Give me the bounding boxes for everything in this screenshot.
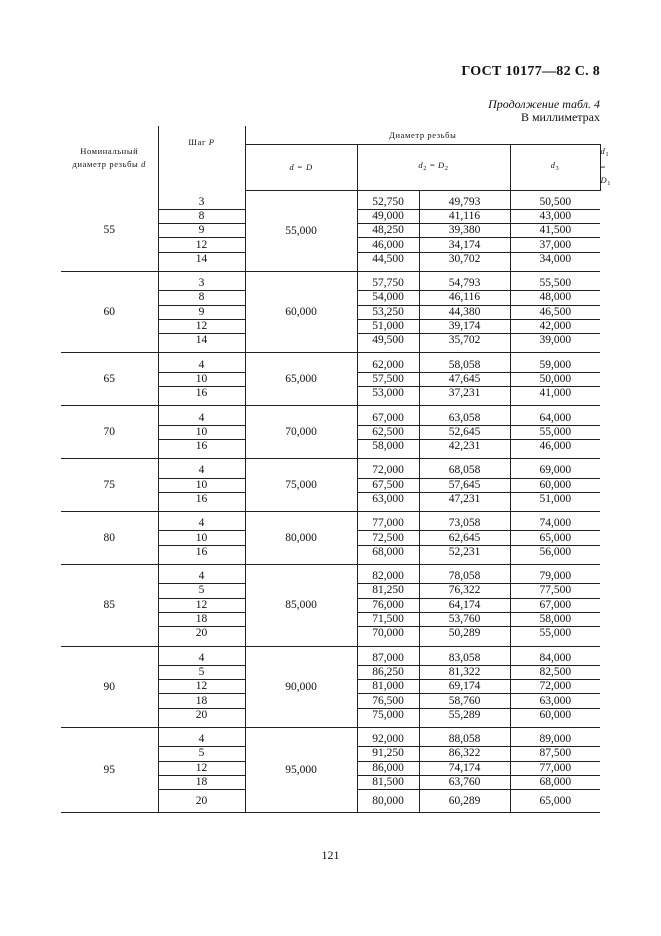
pitch-cell: 4: [158, 517, 245, 531]
pitch-cell: 4: [158, 411, 245, 425]
d1-cell: 74,000: [510, 517, 600, 531]
d1-cell: 79,000: [510, 570, 600, 584]
pitch-cell: 8: [158, 209, 245, 223]
pitch-cell: 20: [158, 627, 245, 641]
d3-cell: 47,645: [419, 372, 510, 386]
pitch-cell: 16: [158, 545, 245, 559]
d1-cell: 67,000: [510, 598, 600, 612]
d3-cell: 69,174: [419, 680, 510, 694]
nominal-diameter-cell: 70: [61, 406, 158, 459]
pitch-cell: 10: [158, 372, 245, 386]
pitch-cell: 4: [158, 733, 245, 747]
pitch-cell: 18: [158, 775, 245, 789]
d3-cell: 62,645: [419, 531, 510, 545]
header-col-d3-subscript: 3: [555, 165, 560, 173]
header-nominal-symbol: d: [141, 159, 146, 169]
pitch-cell: 12: [158, 680, 245, 694]
header-col-d2-symbol: d: [418, 160, 424, 171]
d1-cell: 60,000: [510, 708, 600, 722]
d2-cell: 86,250: [357, 665, 419, 679]
d3-cell: 52,645: [419, 425, 510, 439]
d3-cell: 81,322: [419, 665, 510, 679]
d3-cell: 54,793: [419, 277, 510, 291]
d2-cell: 67,500: [357, 478, 419, 492]
pitch-cell: 4: [158, 570, 245, 584]
pitch-cell: 16: [158, 492, 245, 506]
d2-cell: 51,000: [357, 319, 419, 333]
header-pitch: [158, 126, 245, 190]
d2-cell: 57,500: [357, 372, 419, 386]
d1-cell: 46,500: [510, 305, 600, 319]
pitch-cell: 5: [158, 747, 245, 761]
header-thread-diameter: Диаметр резьбы: [245, 126, 600, 145]
d-equals-D-cell: 80,000: [245, 512, 357, 565]
d3-cell: 37,231: [419, 387, 510, 401]
d3-cell: 34,174: [419, 238, 510, 252]
d2-cell: 53,000: [357, 387, 419, 401]
d3-cell: 63,760: [419, 775, 510, 789]
d-equals-D-cell: 85,000: [245, 565, 357, 646]
header-nominal-line2: диаметр резьбы: [72, 159, 139, 169]
d1-cell: 55,000: [510, 425, 600, 439]
d3-cell: 68,058: [419, 464, 510, 478]
d1-cell: 41,500: [510, 224, 600, 238]
d2-cell: 54,000: [357, 291, 419, 305]
d1-cell: 65,000: [510, 790, 600, 813]
d3-cell: 39,174: [419, 319, 510, 333]
d3-cell: 47,231: [419, 492, 510, 506]
header-col-d2-subscript: 2: [423, 165, 428, 173]
d2-cell: 46,000: [357, 238, 419, 252]
d-equals-D-cell: 90,000: [245, 646, 357, 727]
d1-cell: 48,000: [510, 291, 600, 305]
d-equals-D-cell: 75,000: [245, 459, 357, 512]
d3-cell: 63,058: [419, 411, 510, 425]
pitch-cell: 5: [158, 665, 245, 679]
document-title: ГОСТ 10177—82 С. 8: [461, 64, 600, 79]
d3-cell: 76,322: [419, 584, 510, 598]
d1-cell: 60,000: [510, 478, 600, 492]
d1-cell: 50,500: [510, 196, 600, 210]
pitch-cell: 20: [158, 790, 245, 813]
nominal-diameter-cell: 95: [61, 728, 158, 813]
pitch-cell: 12: [158, 238, 245, 252]
header-col-d2: [357, 145, 510, 191]
nominal-diameter-cell: 55: [61, 190, 158, 271]
d1-cell: 89,000: [510, 733, 600, 747]
header-col-d1-subscript: 1: [605, 150, 610, 158]
d2-cell: 49,000: [357, 209, 419, 223]
pitch-cell: 10: [158, 478, 245, 492]
d2-cell: 53,250: [357, 305, 419, 319]
d2-cell: 92,000: [357, 733, 419, 747]
d2-cell: 80,000: [357, 790, 419, 813]
d2-cell: 58,000: [357, 439, 419, 453]
d3-cell: 60,289: [419, 790, 510, 813]
header-col-d1-D-symbol: D: [600, 174, 608, 185]
pitch-cell: 9: [158, 305, 245, 319]
d1-cell: 72,000: [510, 680, 600, 694]
d1-cell: 50,000: [510, 372, 600, 386]
page-number: 121: [321, 848, 340, 862]
pitch-cell: 8: [158, 291, 245, 305]
pitch-cell: 18: [158, 612, 245, 626]
d2-cell: 77,000: [357, 517, 419, 531]
header-pitch-label: Шаг: [188, 137, 207, 147]
d2-cell: 62,000: [357, 358, 419, 372]
d3-cell: 73,058: [419, 517, 510, 531]
d2-cell: 48,250: [357, 224, 419, 238]
header-nominal-line1: Номинальный: [80, 146, 139, 156]
d2-cell: 70,000: [357, 627, 419, 641]
header-col-d3: [510, 145, 600, 191]
d3-cell: 83,058: [419, 652, 510, 666]
d2-cell: 44,500: [357, 252, 419, 266]
d2-cell: 86,000: [357, 761, 419, 775]
nominal-diameter-cell: 60: [61, 271, 158, 352]
header-col-d2-D-symbol: D: [437, 160, 445, 171]
d3-cell: 50,289: [419, 627, 510, 641]
d3-cell: 35,702: [419, 334, 510, 348]
d1-cell: 59,000: [510, 358, 600, 372]
d3-cell: 58,760: [419, 694, 510, 708]
pitch-cell: 20: [158, 708, 245, 722]
d3-cell: 78,058: [419, 570, 510, 584]
pitch-cell: 12: [158, 598, 245, 612]
d1-cell: 65,000: [510, 531, 600, 545]
d1-cell: 58,000: [510, 612, 600, 626]
nominal-diameter-cell: 90: [61, 646, 158, 727]
pitch-cell: 10: [158, 531, 245, 545]
d1-cell: 56,000: [510, 545, 600, 559]
d1-cell: 87,500: [510, 747, 600, 761]
header-col-d1-D-subscript: 1: [607, 179, 612, 187]
header-col-d1-equals: =: [600, 161, 606, 172]
d3-cell: 64,174: [419, 598, 510, 612]
d2-cell: 81,000: [357, 680, 419, 694]
header-nominal-diameter: [61, 126, 158, 190]
d2-cell: 82,000: [357, 570, 419, 584]
d1-cell: 84,000: [510, 652, 600, 666]
pitch-cell: 12: [158, 319, 245, 333]
d1-cell: 42,000: [510, 319, 600, 333]
units-label: В миллиметрах: [520, 110, 600, 124]
d1-cell: 51,000: [510, 492, 600, 506]
d-equals-D-cell: 65,000: [245, 353, 357, 406]
nominal-diameter-cell: 65: [61, 353, 158, 406]
d1-cell: 64,000: [510, 411, 600, 425]
pitch-cell: 14: [158, 252, 245, 266]
d1-cell: 77,500: [510, 584, 600, 598]
header-col-d-text: d = D: [289, 161, 313, 172]
header-col-d2-D-subscript: 2: [444, 165, 449, 173]
d2-cell: 68,000: [357, 545, 419, 559]
pitch-cell: 12: [158, 761, 245, 775]
pitch-cell: 18: [158, 694, 245, 708]
d1-cell: 46,000: [510, 439, 600, 453]
d1-cell: 77,000: [510, 761, 600, 775]
pitch-cell: 16: [158, 439, 245, 453]
d3-cell: 39,380: [419, 224, 510, 238]
d2-cell: 72,500: [357, 531, 419, 545]
d3-cell: 58,058: [419, 358, 510, 372]
d3-cell: 88,058: [419, 733, 510, 747]
nominal-diameter-cell: 80: [61, 512, 158, 565]
nominal-diameter-cell: 85: [61, 565, 158, 646]
pitch-cell: 5: [158, 584, 245, 598]
d3-cell: 86,322: [419, 747, 510, 761]
d-equals-D-cell: 60,000: [245, 271, 357, 352]
pitch-cell: 4: [158, 358, 245, 372]
d1-cell: 68,000: [510, 775, 600, 789]
d2-cell: 52,750: [357, 196, 419, 210]
table-header: [61, 126, 612, 190]
thread-dimensions-table: [61, 126, 612, 813]
d3-cell: 53,760: [419, 612, 510, 626]
d1-cell: 37,000: [510, 238, 600, 252]
d2-cell: 57,750: [357, 277, 419, 291]
d3-cell: 30,702: [419, 252, 510, 266]
pitch-cell: 3: [158, 277, 245, 291]
table-continuation-label: Продолжение табл. 4: [488, 97, 600, 111]
d-equals-D-cell: 70,000: [245, 406, 357, 459]
pitch-cell: 3: [158, 196, 245, 210]
d1-cell: 34,000: [510, 252, 600, 266]
table-body: [61, 190, 600, 813]
d2-cell: 49,500: [357, 334, 419, 348]
d1-cell: 69,000: [510, 464, 600, 478]
d2-cell: 76,000: [357, 598, 419, 612]
d3-cell: 55,289: [419, 708, 510, 722]
pitch-cell: 14: [158, 334, 245, 348]
d3-cell: 41,116: [419, 209, 510, 223]
d1-cell: 63,000: [510, 694, 600, 708]
d3-cell: 42,231: [419, 439, 510, 453]
header-col-d1-symbol: d: [600, 145, 606, 156]
d2-cell: 76,500: [357, 694, 419, 708]
header-col-d3-symbol: d: [550, 160, 556, 171]
d2-cell: 62,500: [357, 425, 419, 439]
d2-cell: 91,250: [357, 747, 419, 761]
d2-cell: 71,500: [357, 612, 419, 626]
d2-cell: 81,500: [357, 775, 419, 789]
pitch-cell: 4: [158, 652, 245, 666]
header-pitch-symbol: P: [208, 137, 215, 147]
d2-cell: 75,000: [357, 708, 419, 722]
pitch-cell: 16: [158, 387, 245, 401]
d3-cell: 49,793: [419, 196, 510, 210]
d1-cell: 55,500: [510, 277, 600, 291]
nominal-diameter-cell: 75: [61, 459, 158, 512]
pitch-cell: 9: [158, 224, 245, 238]
pitch-cell: 10: [158, 425, 245, 439]
d2-cell: 72,000: [357, 464, 419, 478]
d2-cell: 63,000: [357, 492, 419, 506]
d3-cell: 44,380: [419, 305, 510, 319]
pitch-cell: 4: [158, 464, 245, 478]
d1-cell: 55,000: [510, 627, 600, 641]
d3-cell: 52,231: [419, 545, 510, 559]
d1-cell: 41,000: [510, 387, 600, 401]
header-col-d: [245, 145, 357, 191]
d1-cell: 82,500: [510, 665, 600, 679]
d3-cell: 57,645: [419, 478, 510, 492]
d-equals-D-cell: 95,000: [245, 728, 357, 813]
header-col-d2-equals: =: [427, 160, 438, 171]
d3-cell: 46,116: [419, 291, 510, 305]
d2-cell: 81,250: [357, 584, 419, 598]
d2-cell: 67,000: [357, 411, 419, 425]
d3-cell: 74,174: [419, 761, 510, 775]
d1-cell: 43,000: [510, 209, 600, 223]
d2-cell: 87,000: [357, 652, 419, 666]
d1-cell: 39,000: [510, 334, 600, 348]
d-equals-D-cell: 55,000: [245, 190, 357, 271]
